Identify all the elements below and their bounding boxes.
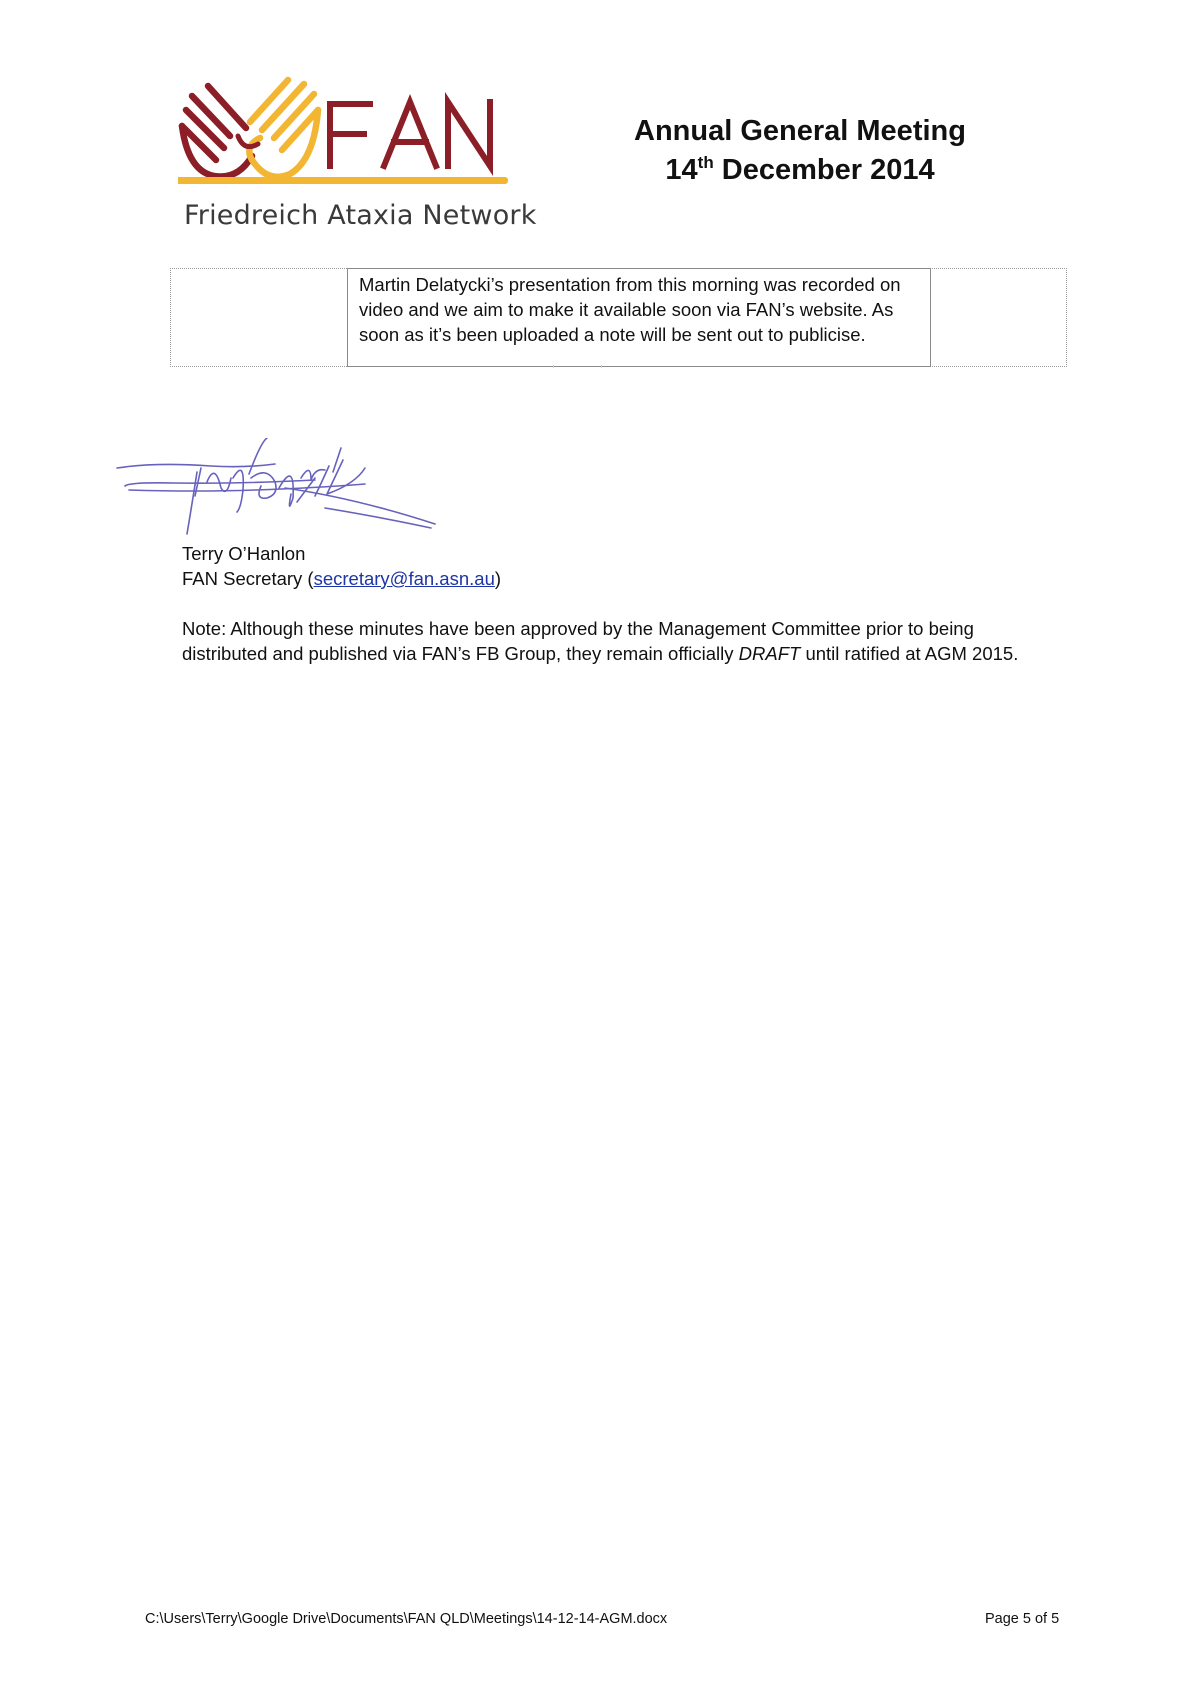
title-line-1: Annual General Meeting bbox=[634, 115, 966, 147]
footer-file-path: C:\Users\Terry\Google Drive\Documents\FAN QLD\Meetings\14-12-14-AGM.docx bbox=[145, 1611, 668, 1627]
hands-logo-icon bbox=[178, 76, 533, 201]
signer-role-suffix: ) bbox=[494, 568, 502, 589]
fan-logo bbox=[178, 76, 537, 236]
table-cell-left bbox=[171, 269, 347, 366]
note-text-part1: Note: Although these minutes have been approved by the Management Committee prior to being distributed and published via FAN’s FB Group, they remain officially bbox=[182, 618, 974, 664]
table-cell-minutes-text: Martin Delatycki’s presentation from this morning was recorded on video and we aim to make it available soon via FAN’s website. As soon as it’s been uploaded a note will be sent out to publicise. bbox=[347, 268, 931, 367]
secretary-email-link[interactable]: secretary@fan.asn.au bbox=[313, 568, 495, 589]
signer-role-prefix: FAN Secretary ( bbox=[182, 568, 314, 589]
note-text-part2: until ratified at AGM 2015. bbox=[800, 643, 1019, 664]
table-cell-right bbox=[931, 269, 1066, 366]
title-line-2 bbox=[600, 151, 1000, 190]
table-divider bbox=[553, 365, 554, 368]
title-day: 14 bbox=[665, 154, 698, 186]
document-title bbox=[600, 112, 1000, 190]
signer-block bbox=[182, 541, 501, 591]
minutes-table bbox=[170, 268, 1067, 367]
signer-role bbox=[182, 566, 501, 591]
title-day-suffix: th bbox=[697, 153, 714, 172]
handwritten-signature bbox=[115, 438, 465, 543]
signer-name: Terry O’Hanlon bbox=[182, 543, 306, 564]
table-divider bbox=[601, 365, 602, 368]
footer-page-number: Page 5 of 5 bbox=[985, 1611, 1060, 1627]
note-draft-emphasis: DRAFT bbox=[738, 643, 801, 664]
draft-note bbox=[182, 616, 1062, 666]
title-month-year: December 2014 bbox=[721, 154, 935, 186]
logo-tagline: Friedreich Ataxia Network bbox=[184, 200, 537, 231]
